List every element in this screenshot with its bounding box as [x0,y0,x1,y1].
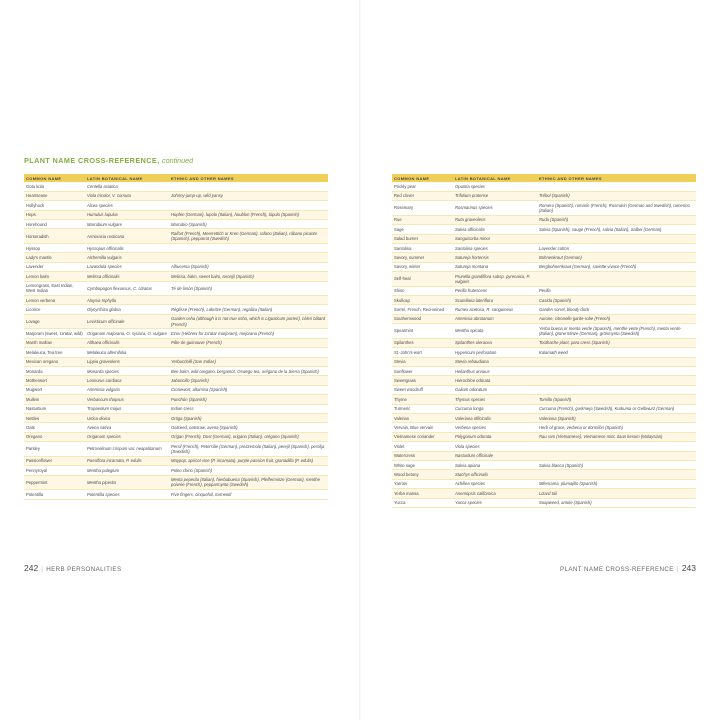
latin-name-cell: Curcuma longa [453,404,537,413]
latin-name-cell: Aloysia triphylla [85,296,169,305]
table-row [392,460,696,469]
latin-name-cell: Althaea officinalis [85,338,169,347]
table-row [392,470,696,479]
other-names-cell: Garden osha (although it is not true osha, which is Ligusticum porteri), céleri bâtard (French) [169,314,328,329]
page-number-right: 243 [681,563,696,573]
table-row [24,272,328,281]
other-names-cell: Bergbohnenkraut (German), sariette vivace (French) [537,262,696,271]
common-name-cell: Santolina [392,243,453,252]
common-name-cell: Stevia [392,357,453,366]
table-row [392,314,696,323]
latin-name-cell: Verbena species [453,423,537,432]
running-head-left: HERB PERSONALITIES [46,566,122,573]
table-row [392,305,696,314]
other-names-cell: Herb of grace, verbena or dormilón (Spanish) [537,423,696,432]
other-names-cell [537,367,696,376]
other-names-cell: Maypop, apricot vine (P. incarnata), purple passion fruit, granadilla (P. edulis) [169,456,328,465]
header-other-names: ETHNIC AND OTHER NAMES [169,174,328,182]
other-names-cell: Melissa, balm, sweet balm, toronjil (Spanish) [169,272,328,281]
latin-name-cell: Polygonum odorata [453,432,537,441]
other-names-cell: Poleo chino (Spanish) [169,466,328,475]
latin-name-cell: Tropaeolum majus [85,404,169,413]
table-row [24,385,328,394]
table-row [392,324,696,339]
other-names-cell: Origan (French), Dost (German), origano (Italian), orégano (Spanish) [169,432,328,441]
common-name-cell: Peppermint [24,475,85,490]
common-name-cell: Passionflower [24,456,85,465]
book-gutter [359,0,361,720]
common-name-cell: Mullein [24,395,85,404]
other-names-cell: Pâte de guimauve (French) [169,338,328,347]
other-names-cell: Salvia (Spanish), sauge (French), salvia (Italian), Salbei (German) [537,225,696,234]
table-row [392,253,696,262]
latin-name-cell: Sanguisorba minor [453,234,537,243]
table-row [24,201,328,210]
common-name-cell: Spearmint [392,324,453,339]
latin-name-cell: Mentha spicata [453,324,537,339]
table-row [392,442,696,451]
latin-name-cell: Stachys officinalis [453,470,537,479]
other-names-cell: Té de limón (Spanish) [169,281,328,296]
common-name-cell: Lady's mantle [24,253,85,262]
other-names-cell: Réglisse (French), Lakritze (German), regaliza (Italian) [169,305,328,314]
latin-name-cell: Urtica dioica [85,413,169,422]
latin-name-cell: Helianthus annuus [453,367,537,376]
other-names-cell [537,272,696,287]
table-row [24,182,328,191]
common-name-cell: Gotu kola [24,182,85,191]
table-row [24,404,328,413]
other-names-cell: Jaboncillo (Spanish) [169,376,328,385]
common-name-cell: Licorice [24,305,85,314]
common-name-cell: Violet [392,442,453,451]
folio-separator: | [41,566,44,573]
common-name-cell: Skullcap [392,296,453,305]
latin-name-cell: Rosmarinus species [453,201,537,216]
table-row [392,385,696,394]
table-row [24,191,328,200]
common-name-cell: Mexican oregano [24,357,85,366]
latin-name-cell: Armoracia rusticana [85,229,169,244]
latin-name-cell: Anemopsis californica [453,489,537,498]
table-row [392,225,696,234]
table-row [392,367,696,376]
table-row [24,357,328,366]
latin-name-cell: Hypericum perforatum [453,348,537,357]
latin-name-cell: Mentha pulegium [85,466,169,475]
common-name-cell: Lemongrass, East Indian, West Indian [24,281,85,296]
latin-name-cell: Artemisia vulgaris [85,385,169,394]
common-name-cell: Nettles [24,413,85,422]
latin-name-cell: Levisticum officinale [85,314,169,329]
page-title-text: PLANT NAME CROSS-REFERENCE, [24,156,160,165]
latin-name-cell: Thymus species [453,395,537,404]
common-name-cell: Mugwort [24,385,85,394]
other-names-cell: Perilla [537,286,696,295]
other-names-cell: Indian cress [169,404,328,413]
other-names-cell: Punchón (Spanish) [169,395,328,404]
other-names-cell [537,385,696,394]
other-names-cell: Romero (Spanish), romarin (French), Rosmarin (German and Swedish), ramerino (Italian) [537,201,696,216]
common-name-cell: Potentilla [24,490,85,499]
common-name-cell: Rue [392,215,453,224]
common-name-cell: Hyssop [24,243,85,252]
table-row [24,395,328,404]
latin-name-cell: Artemisia abrotanum [453,314,537,323]
latin-name-cell: Alcea species [85,201,169,210]
latin-name-cell: Centella asiatica [85,182,169,191]
latin-name-cell: Melissa officinalis [85,272,169,281]
latin-name-cell: Melaleuca alternifolia [85,348,169,357]
common-name-cell: Sweet woodruff [392,385,453,394]
table-row [392,413,696,422]
common-name-cell: Lemon verbena [24,296,85,305]
table-row [392,404,696,413]
other-names-cell [537,470,696,479]
common-name-cell: Sunflower [392,367,453,376]
common-name-cell: Vietnamese coriander [392,432,453,441]
other-names-cell: Curcuma (French), gurkmeja (Swedish), Kurkuma or Gelbwurz (German) [537,404,696,413]
page-title-suffix: continued [162,156,194,165]
common-name-cell: Vervain, Blue vervain [392,423,453,432]
latin-name-cell: Avena sativa [85,423,169,432]
latin-name-cell: Origanum species [85,432,169,441]
common-name-cell: Spilanthes [392,338,453,347]
table-row [24,314,328,329]
table-row [392,234,696,243]
table-row [24,367,328,376]
other-names-cell [537,451,696,460]
table-row [24,338,328,347]
folio-separator: | [676,566,679,573]
latin-name-cell: Trifolium pratense [453,191,537,200]
other-names-cell: Marrubio (Spanish) [169,219,328,228]
latin-name-cell: Potentilla species [85,490,169,499]
table-row [24,253,328,262]
latin-name-cell: Achillea species [453,479,537,488]
common-name-cell: Turmeric [392,404,453,413]
table-body-right [392,182,696,507]
table-row [24,305,328,314]
other-names-cell: Raifort (French), Meerrettich or Kren (German), rafano (Italian), rábano picante (Spanish), pepparrot (Swedish) [169,229,328,244]
page-title [24,156,193,165]
other-names-cell: Bohnenkraut (German) [537,253,696,262]
other-names-cell: Ortiga (Spanish) [169,413,328,422]
common-name-cell: Savory, winter [392,262,453,271]
common-name-cell: Lavender [24,262,85,271]
common-name-cell: St.-John's-wort [392,348,453,357]
latin-name-cell: Spilanthes oleracea [453,338,537,347]
common-name-cell: Nasturtium [24,404,85,413]
latin-name-cell: Santolina species [453,243,537,252]
latin-name-cell: Prunella grandiflora subsp. pyrenaica, P. vulgaris [453,272,537,287]
latin-name-cell: Verbascum thapsus [85,395,169,404]
latin-name-cell: Perilla frutescens [453,286,537,295]
common-name-cell: Red clover [392,191,453,200]
other-names-cell [169,243,328,252]
common-name-cell: Prickly pear [392,182,453,191]
latin-name-cell: Hierochloe odorata [453,376,537,385]
other-names-cell: Oatseed, oatstraw, avena (Spanish) [169,423,328,432]
latin-name-cell: Salvia officinalis [453,225,537,234]
latin-name-cell: Satureja hortensis [453,253,537,262]
latin-name-cell: Viola tricolor, V. cornuta [85,191,169,200]
latin-name-cell: Marrubium vulgare [85,219,169,228]
latin-name-cell: Opuntia species [453,182,537,191]
table-row [392,423,696,432]
other-names-cell: Yerbucchilli (San Indias) [169,357,328,366]
common-name-cell: Heartsease [24,191,85,200]
common-name-cell: Yerba mansa [392,489,453,498]
other-names-cell [169,296,328,305]
table-row [392,262,696,271]
table-row [24,456,328,465]
common-name-cell: Salad burnet [392,234,453,243]
other-names-cell: Ruda (Spanish) [537,215,696,224]
other-names-cell: Ezov (Hebrew for za'atar marjoram), mejorana (French) [169,329,328,338]
latin-name-cell: Satureja montana [453,262,537,271]
common-name-cell: Sweetgrass [392,376,453,385]
table-row [24,490,328,499]
other-names-cell: Johnny-jump-up, wild pansy [169,191,328,200]
table-row [24,413,328,422]
table-row [392,191,696,200]
table-body-left [24,182,328,499]
common-name-cell: Sorrel, French, Red-veined [392,305,453,314]
table-row [24,262,328,271]
other-names-cell: Garden sorrel, bloody dock [537,305,696,314]
common-name-cell: Yucca [392,498,453,507]
other-names-cell: Trébol (Spanish) [537,191,696,200]
other-names-cell [169,201,328,210]
other-names-cell: Hopfen (German), lupolo (Italian), houblon (French), lúpulo (Spanish) [169,210,328,219]
table-row [392,272,696,287]
table-row [392,451,696,460]
latin-name-cell: Petroselinum crispum var. neapolitanum [85,442,169,457]
common-name-cell: Hops [24,210,85,219]
other-names-cell: Casida (Spanish) [537,296,696,305]
table-row [392,201,696,216]
other-names-cell: Valeriana (Spanish) [537,413,696,422]
table-row [392,296,696,305]
latin-name-cell: Mentha piperita [85,475,169,490]
table-header-row [24,174,328,182]
common-name-cell: Wood betony [392,470,453,479]
table-row [392,348,696,357]
common-name-cell: Watercress [392,451,453,460]
latin-name-cell: Lippia graveolens [85,357,169,366]
other-names-cell [537,234,696,243]
common-name-cell: Yarrow [392,479,453,488]
common-name-cell: Marsh mallow [24,338,85,347]
table-row [392,498,696,507]
latin-name-cell: Nasturtium officinale [453,451,537,460]
common-name-cell: Lovage [24,314,85,329]
table-row [24,432,328,441]
common-name-cell: Horseradish [24,229,85,244]
latin-name-cell: Valeriana officinalis [453,413,537,422]
table-row [24,466,328,475]
other-names-cell: Soapweed, amole (Spanish) [537,498,696,507]
latin-name-cell: Galium odoratum [453,385,537,394]
common-name-cell: Horehound [24,219,85,228]
common-name-cell: Lemon balm [24,272,85,281]
common-name-cell: Valerian [392,413,453,422]
common-name-cell: Self-heal [392,272,453,287]
other-names-cell [169,253,328,262]
other-names-cell [169,348,328,357]
running-head-right: PLANT NAME CROSS-REFERENCE [560,566,674,573]
other-names-cell: Yerba buena or menta verde (Spanish), menthe verte (French), menta verde (Italian), grüne Minze (German), grönmynta (Swedish) [537,324,696,339]
table-row [24,442,328,457]
other-names-cell: Bee balm, wild oregano, bergamot, Oswego tea, orégano de la Sierra (Spanish) [169,367,328,376]
cross-reference-table-left [24,174,328,500]
latin-name-cell: Passiflora incarnata, P. edulis [85,456,169,465]
table-row [24,329,328,338]
common-name-cell: Thyme [392,395,453,404]
table-row [24,376,328,385]
table-row [392,479,696,488]
other-names-cell: Lavender cotton [537,243,696,252]
header-latin-name: LATIN BOTANICAL NAME [85,174,169,182]
other-names-cell: Cronewort, altamisa (Spanish) [169,385,328,394]
cross-reference-table-right [392,174,696,508]
other-names-cell: Menta peperita (Italian), hierbabuena (Spanish), Pfefferminze (German), menthe poivrée (French), pepparmynta (Swedish) [169,475,328,490]
other-names-cell: Alhucema (Spanish) [169,262,328,271]
page-number-left: 242 [24,563,39,573]
latin-name-cell: Monarda species [85,367,169,376]
header-common-name: COMMON NAME [392,174,453,182]
table-row [24,348,328,357]
table-row [392,182,696,191]
other-names-cell [537,442,696,451]
other-names-cell: Lizard tail [537,489,696,498]
latin-name-cell: Hyssopus officinalis [85,243,169,252]
latin-name-cell: Glycyrrhiza glabra [85,305,169,314]
table-row [392,243,696,252]
latin-name-cell: Humulus lupulus [85,210,169,219]
other-names-cell: Tomillo (Spanish) [537,395,696,404]
other-names-cell: Rau ram (Vietnamese), Vietnamese mint, daun kesom (Malaysian) [537,432,696,441]
folio-left [24,563,121,573]
table-row [24,243,328,252]
common-name-cell: Southernwood [392,314,453,323]
table-row [392,489,696,498]
latin-name-cell: Origanum majorana, O. syriaca, O. vulgare [85,329,169,338]
header-common-name: COMMON NAME [24,174,85,182]
common-name-cell: Motherwort [24,376,85,385]
table-row [24,210,328,219]
common-name-cell: Oregano [24,432,85,441]
latin-name-cell: Salvia apiana [453,460,537,469]
table-row [392,215,696,224]
table-row [24,219,328,228]
common-name-cell: Marjoram (sweet, za'atar, wild) [24,329,85,338]
common-name-cell: Shiso [392,286,453,295]
table-header-row [392,174,696,182]
latin-name-cell: Cymbopogon flexuosus, C. citratus [85,281,169,296]
latin-name-cell: Stevia rebaudiana [453,357,537,366]
common-name-cell: Oats [24,423,85,432]
other-names-cell: Persil (French), Petersilie (German), prezzemolo (Italian), perejil (Spanish), persilja (Swedish) [169,442,328,457]
folio-right [560,563,696,573]
header-latin-name: LATIN BOTANICAL NAME [453,174,537,182]
table-row [24,296,328,305]
other-names-cell [169,182,328,191]
latin-name-cell: Leonurus cardiaca [85,376,169,385]
other-names-cell: Milenrama, plumajillo (Spanish) [537,479,696,488]
common-name-cell: Parsley [24,442,85,457]
latin-name-cell: Rumex acetosa, R. sanguineus [453,305,537,314]
latin-name-cell: Scutellaria lateriflora [453,296,537,305]
common-name-cell: Monarda [24,367,85,376]
common-name-cell: Melaleuca, Tea tree [24,348,85,357]
table-row [24,423,328,432]
common-name-cell: Hollyhock [24,201,85,210]
latin-name-cell: Lavandula species [85,262,169,271]
header-other-names: ETHNIC AND OTHER NAMES [537,174,696,182]
latin-name-cell: Yucca species [453,498,537,507]
table-row [392,357,696,366]
table-row [24,475,328,490]
other-names-cell [537,376,696,385]
common-name-cell: Savory, summer [392,253,453,262]
other-names-cell: Salvia blanca (Spanish) [537,460,696,469]
common-name-cell: Rosemary [392,201,453,216]
table-row [392,376,696,385]
table-row [24,281,328,296]
common-name-cell: White sage [392,460,453,469]
other-names-cell [537,357,696,366]
other-names-cell: Kalamath weed [537,348,696,357]
common-name-cell: Pennyroyal [24,466,85,475]
common-name-cell: Sage [392,225,453,234]
table-row [24,229,328,244]
other-names-cell: Five-fingers, cinquefoil, tormentil [169,490,328,499]
table-row [392,432,696,441]
latin-name-cell: Alchemilla vulgaris [85,253,169,262]
latin-name-cell: Viola species [453,442,537,451]
other-names-cell [537,182,696,191]
table-row [392,395,696,404]
table-row [392,286,696,295]
latin-name-cell: Ruta graveolens [453,215,537,224]
other-names-cell: Toothache plant, para cress (Spanish) [537,338,696,347]
table-row [392,338,696,347]
other-names-cell: Aurone, citronelle garde-robe (French) [537,314,696,323]
